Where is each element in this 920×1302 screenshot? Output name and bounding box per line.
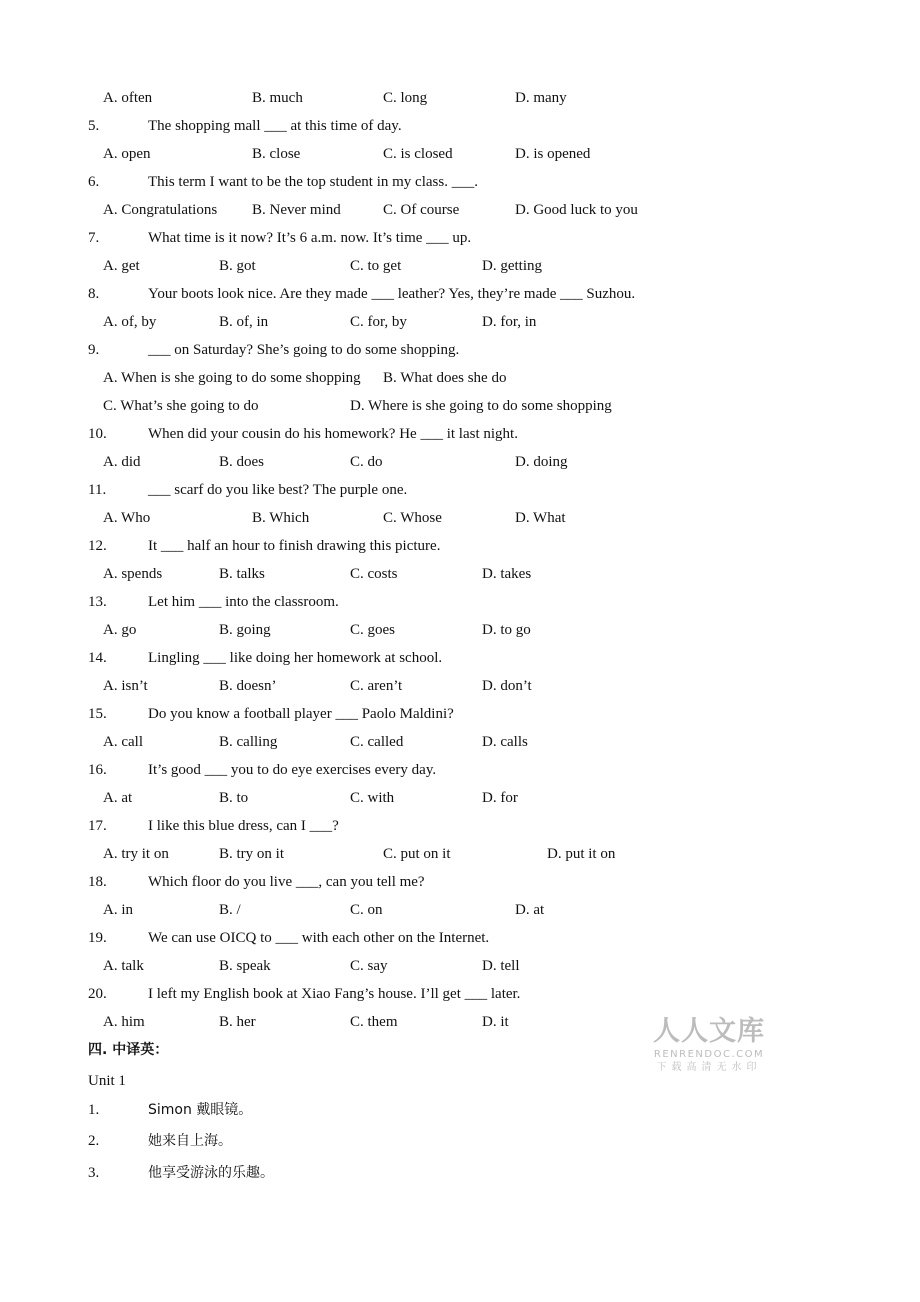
question-text: Which floor do you live ___, can you tell me? <box>148 874 425 890</box>
option-a: A. of, by <box>103 314 157 330</box>
option-c: C. on <box>350 902 383 918</box>
option-a: A. often <box>103 90 153 106</box>
question-number: 17. <box>88 818 107 834</box>
option-b: B. doesn’ <box>219 678 277 694</box>
option-b: B. try on it <box>219 846 285 862</box>
option-b: B. Which <box>252 510 310 526</box>
question-number: 20. <box>88 986 107 1002</box>
option-c: C. Whose <box>383 510 442 526</box>
option-b: B. her <box>219 1014 256 1030</box>
question-number: 19. <box>88 930 107 946</box>
option-c: C. to get <box>350 258 402 274</box>
option-b: B. speak <box>219 958 271 974</box>
question-text: The shopping mall ___ at this time of day. <box>148 118 402 134</box>
option-c: C. them <box>350 1014 398 1030</box>
option-c: C. Of course <box>383 202 460 218</box>
question-number: 7. <box>88 230 100 246</box>
option-d: D. Good luck to you <box>515 202 638 218</box>
question-text: This term I want to be the top student in my class. ___. <box>148 174 478 190</box>
unit-label: Unit 1 <box>88 1073 126 1089</box>
question-text: When did your cousin do his homework? He ___ it last night. <box>148 426 518 442</box>
option-a: A. open <box>103 146 151 162</box>
question-text: Do you know a football player ___ Paolo Maldini? <box>148 706 454 722</box>
question-number: 10. <box>88 426 107 442</box>
option-d: D. takes <box>482 566 532 582</box>
question-number: 13. <box>88 594 107 610</box>
option-b: B. to <box>219 790 249 806</box>
option-d: D. doing <box>515 454 568 470</box>
option-b: B. / <box>219 902 241 918</box>
option-b: B. got <box>219 258 256 274</box>
option-b: B. Never mind <box>252 202 341 218</box>
watermark-slogan: 下载高清无水印 <box>656 1062 762 1073</box>
option-a: A. Who <box>103 510 151 526</box>
option-c: C. goes <box>350 622 395 638</box>
question-number: 9. <box>88 342 100 358</box>
option-d: D. many <box>515 90 567 106</box>
option-d: D. don’t <box>482 678 532 694</box>
option-d: D. put it on <box>547 846 616 862</box>
item-number: 3. <box>88 1165 100 1181</box>
option-a: A. call <box>103 734 143 750</box>
option-d: D. it <box>482 1014 509 1030</box>
question-text: Let him ___ into the classroom. <box>148 594 339 610</box>
option-c: C. long <box>383 90 428 106</box>
question-text: It ___ half an hour to finish drawing this picture. <box>148 538 441 554</box>
option-d: D. for <box>482 790 518 806</box>
watermark-domain: RENRENDOC.COM <box>653 1049 765 1060</box>
option-d: D. at <box>515 902 545 918</box>
option-b: B. does <box>219 454 264 470</box>
item-number: 2. <box>88 1133 100 1149</box>
question-number: 14. <box>88 650 107 666</box>
option-c: C. costs <box>350 566 398 582</box>
section-heading: 四. 中译英： <box>88 1042 169 1058</box>
item-text: Simon 戴眼镜。 <box>148 1102 253 1118</box>
option-c: C. put on it <box>383 846 451 862</box>
option-a: A. him <box>103 1014 145 1030</box>
option-a: A. go <box>103 622 137 638</box>
item-text: 他享受游泳的乐趣。 <box>148 1165 274 1181</box>
option-b: B. What does she do <box>383 370 507 386</box>
option-a: A. Congratulations <box>103 202 218 218</box>
option-a: A. talk <box>103 958 144 974</box>
option-d: D. getting <box>482 258 542 274</box>
option-d: D. for, in <box>482 314 537 330</box>
question-text: We can use OICQ to ___ with each other on the Internet. <box>148 930 490 946</box>
option-c: C. is closed <box>383 146 453 162</box>
question-text: What time is it now? It’s 6 a.m. now. It’s time ___ up. <box>148 230 472 246</box>
option-d: D. tell <box>482 958 520 974</box>
option-b: B. going <box>219 622 271 638</box>
option-a: A. When is she going to do some shopping <box>103 370 361 386</box>
option-b: B. calling <box>219 734 278 750</box>
option-d: D. Where is she going to do some shopping <box>350 398 612 414</box>
option-d: D. What <box>515 510 566 526</box>
option-a: A. get <box>103 258 140 274</box>
watermark-title: 人人文库 <box>653 1016 765 1047</box>
question-number: 18. <box>88 874 107 890</box>
question-text: It’s good ___ you to do eye exercises every day. <box>148 762 437 778</box>
question-text: Lingling ___ like doing her homework at school. <box>148 650 443 666</box>
item-number: 1. <box>88 1102 100 1118</box>
question-text: Your boots look nice. Are they made ___ leather? Yes, they’re made ___ Suzhou. <box>148 286 636 302</box>
question-number: 12. <box>88 538 107 554</box>
question-number: 15. <box>88 706 107 722</box>
option-c: C. aren’t <box>350 678 403 694</box>
option-d: D. to go <box>482 622 531 638</box>
option-c: C. do <box>350 454 383 470</box>
question-number: 16. <box>88 762 107 778</box>
question-number: 5. <box>88 118 100 134</box>
option-c: C. with <box>350 790 395 806</box>
option-a: A. isn’t <box>103 678 148 694</box>
item-text: 她来自上海。 <box>148 1133 232 1149</box>
question-text: ___ on Saturday? She’s going to do some shopping. <box>148 342 460 358</box>
question-text: I left my English book at Xiao Fang’s house. I’ll get ___ later. <box>148 986 521 1002</box>
option-c: C. for, by <box>350 314 407 330</box>
option-c: C. say <box>350 958 388 974</box>
watermark-logo <box>647 1016 771 1075</box>
option-c: C. What’s she going to do <box>103 398 259 414</box>
question-text: ___ scarf do you like best? The purple one. <box>148 482 408 498</box>
option-a: A. spends <box>103 566 163 582</box>
question-number: 6. <box>88 174 100 190</box>
option-b: B. much <box>252 90 303 106</box>
option-a: A. try it on <box>103 846 169 862</box>
option-d: D. is opened <box>515 146 591 162</box>
option-b: B. close <box>252 146 301 162</box>
question-number: 8. <box>88 286 100 302</box>
question-number: 11. <box>88 482 107 498</box>
option-a: A. at <box>103 790 133 806</box>
option-a: A. in <box>103 902 133 918</box>
option-b: B. talks <box>219 566 265 582</box>
option-d: D. calls <box>482 734 528 750</box>
option-b: B. of, in <box>219 314 269 330</box>
option-c: C. called <box>350 734 404 750</box>
option-a: A. did <box>103 454 141 470</box>
question-text: I like this blue dress, can I ___? <box>148 818 339 834</box>
